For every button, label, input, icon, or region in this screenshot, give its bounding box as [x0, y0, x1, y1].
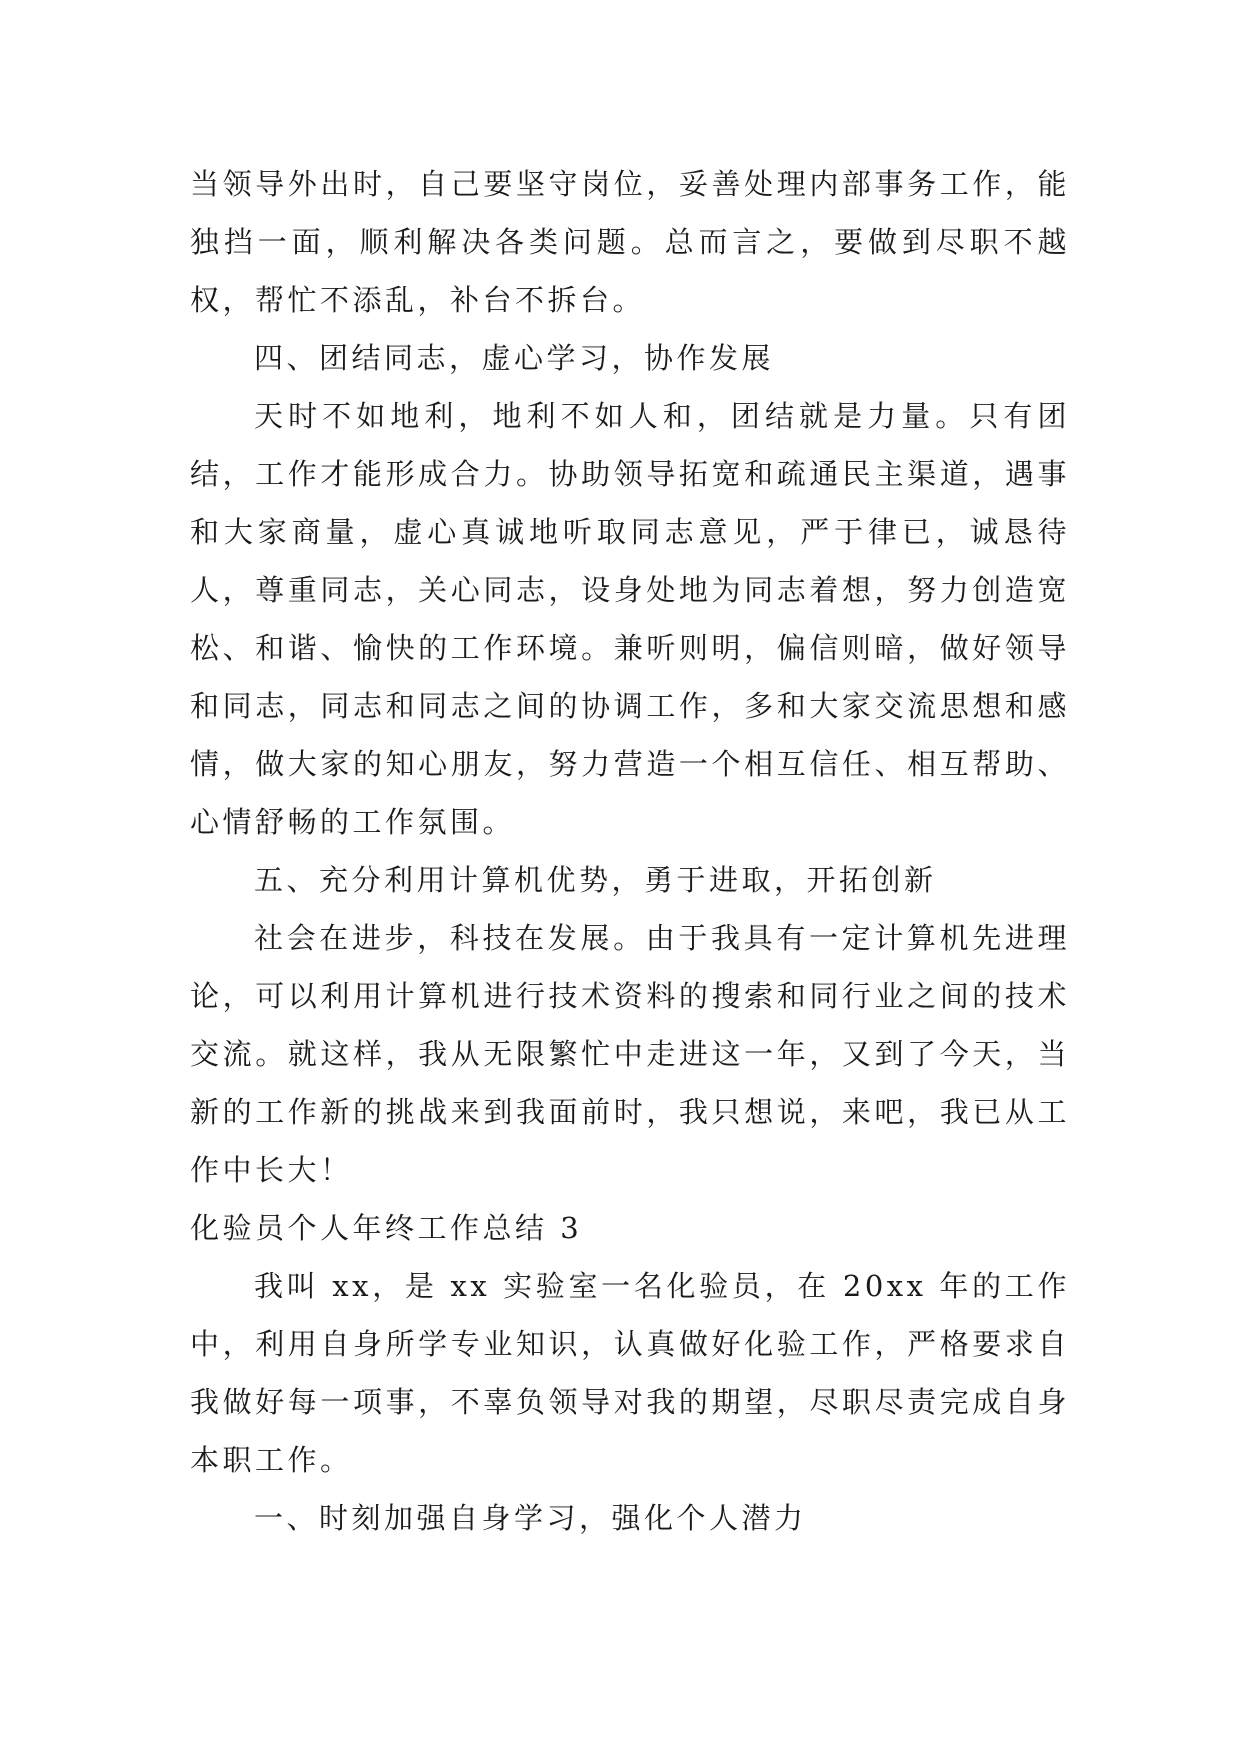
paragraph-computer: 社会在进步，科技在发展。由于我具有一定计算机先进理论，可以利用计算机进行技术资料的搜索和同行业之间的技术交流。就这样，我从无限繁忙中走进这一年，又到了今天，当新的工作新的挑战来到我面前时，我只想说，来吧，我已从工作中长大！ [190, 921, 1070, 1187]
section-heading-five: 五、充分利用计算机优势，勇于进取，开拓创新 [254, 863, 937, 897]
section-heading-four: 四、团结同志，虚心学习，协作发展 [254, 341, 775, 375]
paragraph-continuation: 当领导外出时，自己要坚守岗位，妥善处理内部事务工作，能独挡一面，顺利解决各类问题。总而言之，要做到尽职不越权，帮忙不添乱，补台不拆台。 [190, 167, 1070, 317]
document-body [190, 155, 1070, 1547]
section-heading-one: 一、时刻加强自身学习，强化个人潜力 [254, 1501, 807, 1535]
paragraph-intro: 我叫 xx，是 xx 实验室一名化验员，在 20xx 年的工作中，利用自身所学专业知识，认真做好化验工作，严格要求自我做好每一项事，不辜负领导对我的期望，尽职尽责完成自身本职工作。 [190, 1269, 1070, 1477]
paragraph-teamwork: 天时不如地利，地利不如人和，团结就是力量。只有团结，工作才能形成合力。协助领导拓宽和疏通民主渠道，遇事和大家商量，虚心真诚地听取同志意见，严于律已，诚恳待人，尊重同志，关心同志，设身处地为同志着想，努力创造宽松、和谐、愉快的工作环境。兼听则明，偏信则暗，做好领导和同志，同志和同志之间的协调工作，多和大家交流思想和感情，做大家的知心朋友，努力营造一个相互信任、相互帮助、心情舒畅的工作氛围。 [190, 399, 1070, 839]
document-section-title: 化验员个人年终工作总结 3 [190, 1211, 583, 1245]
